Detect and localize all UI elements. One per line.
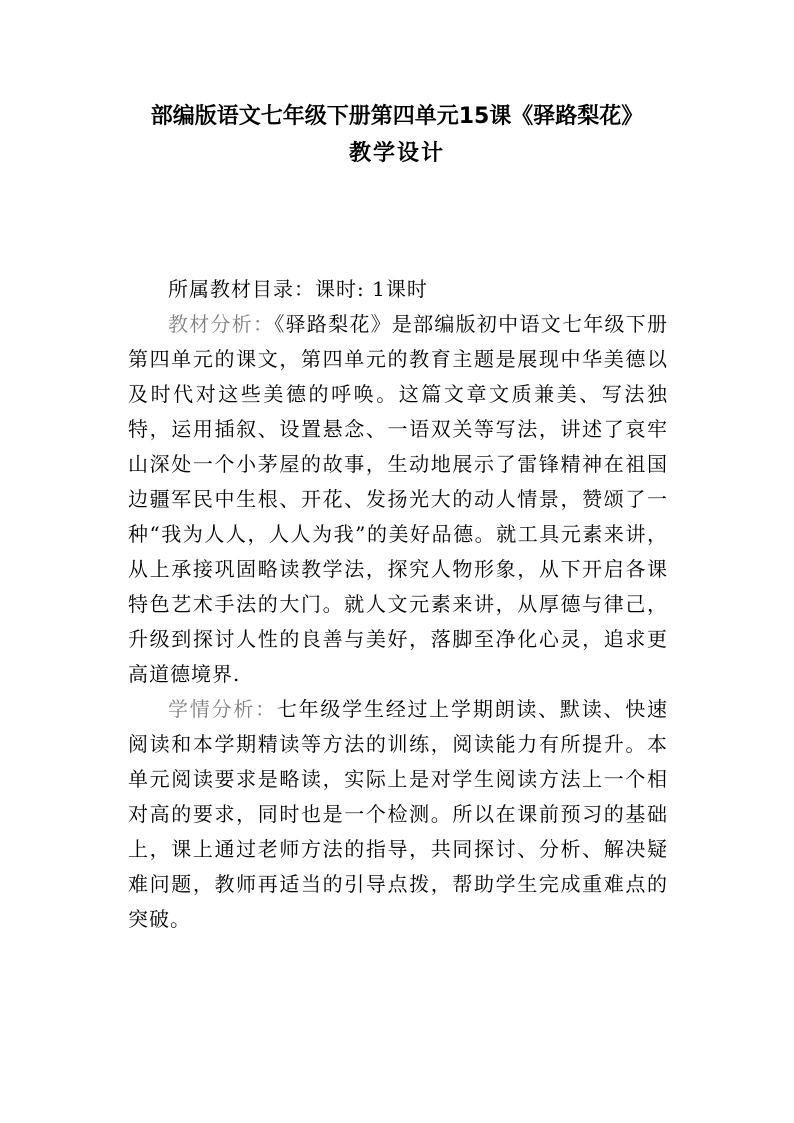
paragraph-label: 所属教材目录：	[168, 277, 315, 301]
document-title: 部编版语文七年级下册第四单元15课《驿路梨花》	[150, 104, 644, 129]
paragraph-textbook-directory	[128, 272, 668, 307]
paragraph-student-analysis	[128, 692, 668, 937]
document-body	[128, 272, 668, 937]
paragraph-label: 教材分析：	[168, 312, 275, 336]
paragraph-textbook-analysis	[128, 307, 668, 692]
paragraph-text: 《驿路梨花》是部编版初中语文七年级下册第四单元的课文，第四单元的教育主题是展现中华美德以及时代对这些美德的呼唤。这篇文章文质兼美、写法独特，运用插叙、设置悬念、一语双关等写法，讲述了哀牢山深处一个小茅屋的故事，生动地展示了雷锋精神在祖国边疆军民中生根、开花、发扬光大的动人情景，赞颂了一种“我为人人，人人为我”的美好品德。就工具元素来讲，从上承接巩固略读教学法，探究人物形象，从下开启各课特色艺术手法的大门。就人文元素来讲，从厚德与律己，升级到探讨人性的良善与美好，落脚至净化心灵，追求更高道德境界.	[128, 312, 669, 686]
paragraph-text: 课时: 1课时	[315, 277, 428, 301]
paragraph-text: 七年级学生经过上学期朗读、默读、快速阅读和本学期精读等方法的训练，阅读能力有所提升。本单元阅读要求是略读，实际上是对学生阅读方法上一个相对高的要求，同时也是一个检测。所以在课前预习的基础上，课上通过老师方法的指导，共同探讨、分析、解决疑难问题，教师再适当的引导点拨，帮助学生完成重难点的突破。	[128, 697, 669, 931]
document-subtitle: 教学设计	[348, 141, 445, 166]
paragraph-label: 学情分析：	[168, 697, 277, 721]
